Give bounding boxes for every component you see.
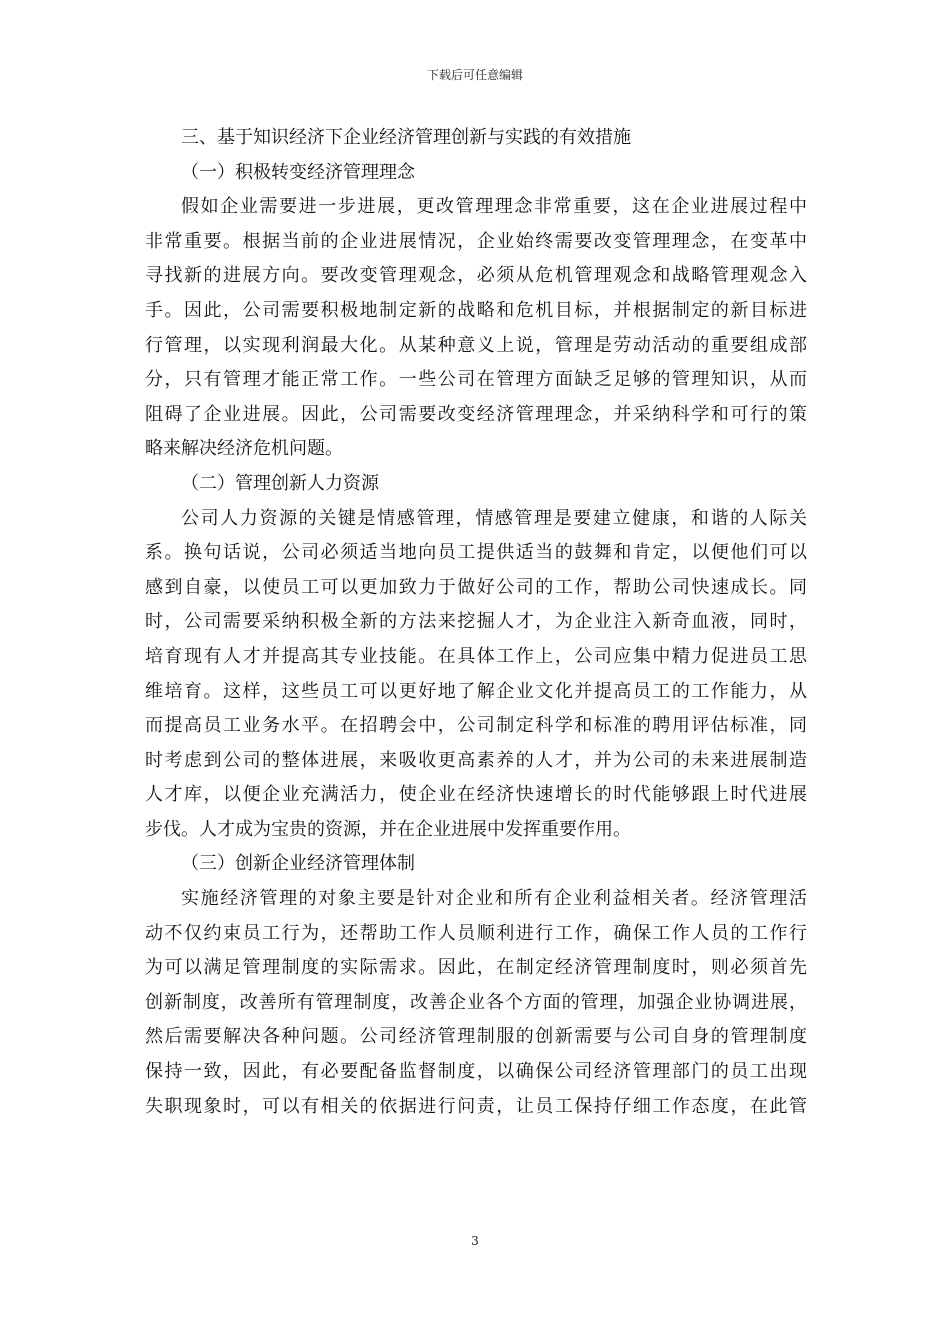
paragraph-line: 培育现有人才并提高其专业技能。在具体工作上，公司应集中精力促进员工思 [145, 645, 807, 667]
paragraph-line: 系。换句话说，公司必须适当地向员工提供适当的鼓舞和肯定，以便他们可以 [145, 542, 807, 564]
paragraph-line: 人才库，以便企业充满活力，使企业在经济快速增长的时代能够跟上时代进展 [145, 784, 807, 806]
paragraph-line: 创新制度，改善所有管理制度，改善企业各个方面的管理，加强企业协调进展， [145, 991, 807, 1013]
paragraph-line: 然后需要解决各种问题。公司经济管理制服的创新需要与公司自身的管理制度 [145, 1026, 807, 1048]
paragraph-line: 而提高员工业务水平。在招聘会中，公司制定科学和标准的聘用评估标准，同 [145, 715, 807, 737]
page-number: 3 [471, 1234, 479, 1248]
subsection-title: （二）管理创新人力资源 [181, 472, 379, 494]
paragraph-line: 手。因此，公司需要积极地制定新的战略和危机目标，并根据制定的新目标进 [145, 299, 807, 321]
paragraph-line: 时，公司需要采纳积极全新的方法来挖掘人才，为企业注入新奇血液，同时， [145, 611, 807, 633]
document-body [145, 126, 807, 1129]
paragraph-line: 假如企业需要进一步进展，更改管理理念非常重要，这在企业进展过程中 [181, 196, 807, 218]
paragraph-line: 阻碍了企业进展。因此，公司需要改变经济管理理念，并采纳科学和可行的策 [145, 403, 807, 425]
paragraph-line: 维培育。这样，这些员工可以更好地了解企业文化并提高员工的工作能力，从 [145, 680, 807, 702]
page-header: 下载后可任意编辑 [426, 68, 523, 82]
subsection-title: （三）创新企业经济管理体制 [181, 853, 415, 875]
paragraph-line: 分，只有管理才能正常工作。一些公司在管理方面缺乏足够的管理知识，从而 [145, 369, 807, 391]
paragraph-line: 公司人力资源的关键是情感管理，情感管理是要建立健康，和谐的人际关 [181, 507, 807, 529]
subsection-title: （一）积极转变经济管理理念 [181, 161, 415, 183]
paragraph-line: 为可以满足管理制度的实际需求。因此，在制定经济管理制度时，则必须首先 [145, 957, 807, 979]
paragraph-line: 实施经济管理的对象主要是针对企业和所有企业利益相关者。经济管理活 [181, 888, 807, 910]
section-title: 三、基于知识经济下企业经济管理创新与实践的有效措施 [181, 127, 631, 148]
paragraph-line: 时考虑到公司的整体进展，来吸收更高素养的人才，并为公司的未来进展制造 [145, 749, 807, 771]
paragraph-line: 寻找新的进展方向。要改变管理观念，必须从危机管理观念和战略管理观念入 [145, 265, 807, 287]
paragraph-line: 非常重要。根据当前的企业进展情况，企业始终需要改变管理理念，在变革中 [145, 230, 807, 252]
paragraph-line: 步伐。人才成为宝贵的资源，并在企业进展中发挥重要作用。 [145, 818, 631, 840]
paragraph-line: 行管理，以实现利润最大化。从某种意义上说，管理是劳动活动的重要组成部 [145, 334, 807, 356]
paragraph-line: 失职现象时，可以有相关的依据进行问责，让员工保持仔细工作态度，在此管 [145, 1095, 807, 1117]
paragraph-line: 略来解决经济危机问题。 [145, 438, 343, 460]
paragraph-line: 感到自豪，以使员工可以更加致力于做好公司的工作，帮助公司快速成长。同 [145, 576, 807, 598]
paragraph-line: 保持一致，因此，有必要配备监督制度，以确保公司经济管理部门的员工出现 [145, 1061, 807, 1083]
paragraph-line: 动不仅约束员工行为，还帮助工作人员顺利进行工作，确保工作人员的工作行 [145, 922, 807, 944]
